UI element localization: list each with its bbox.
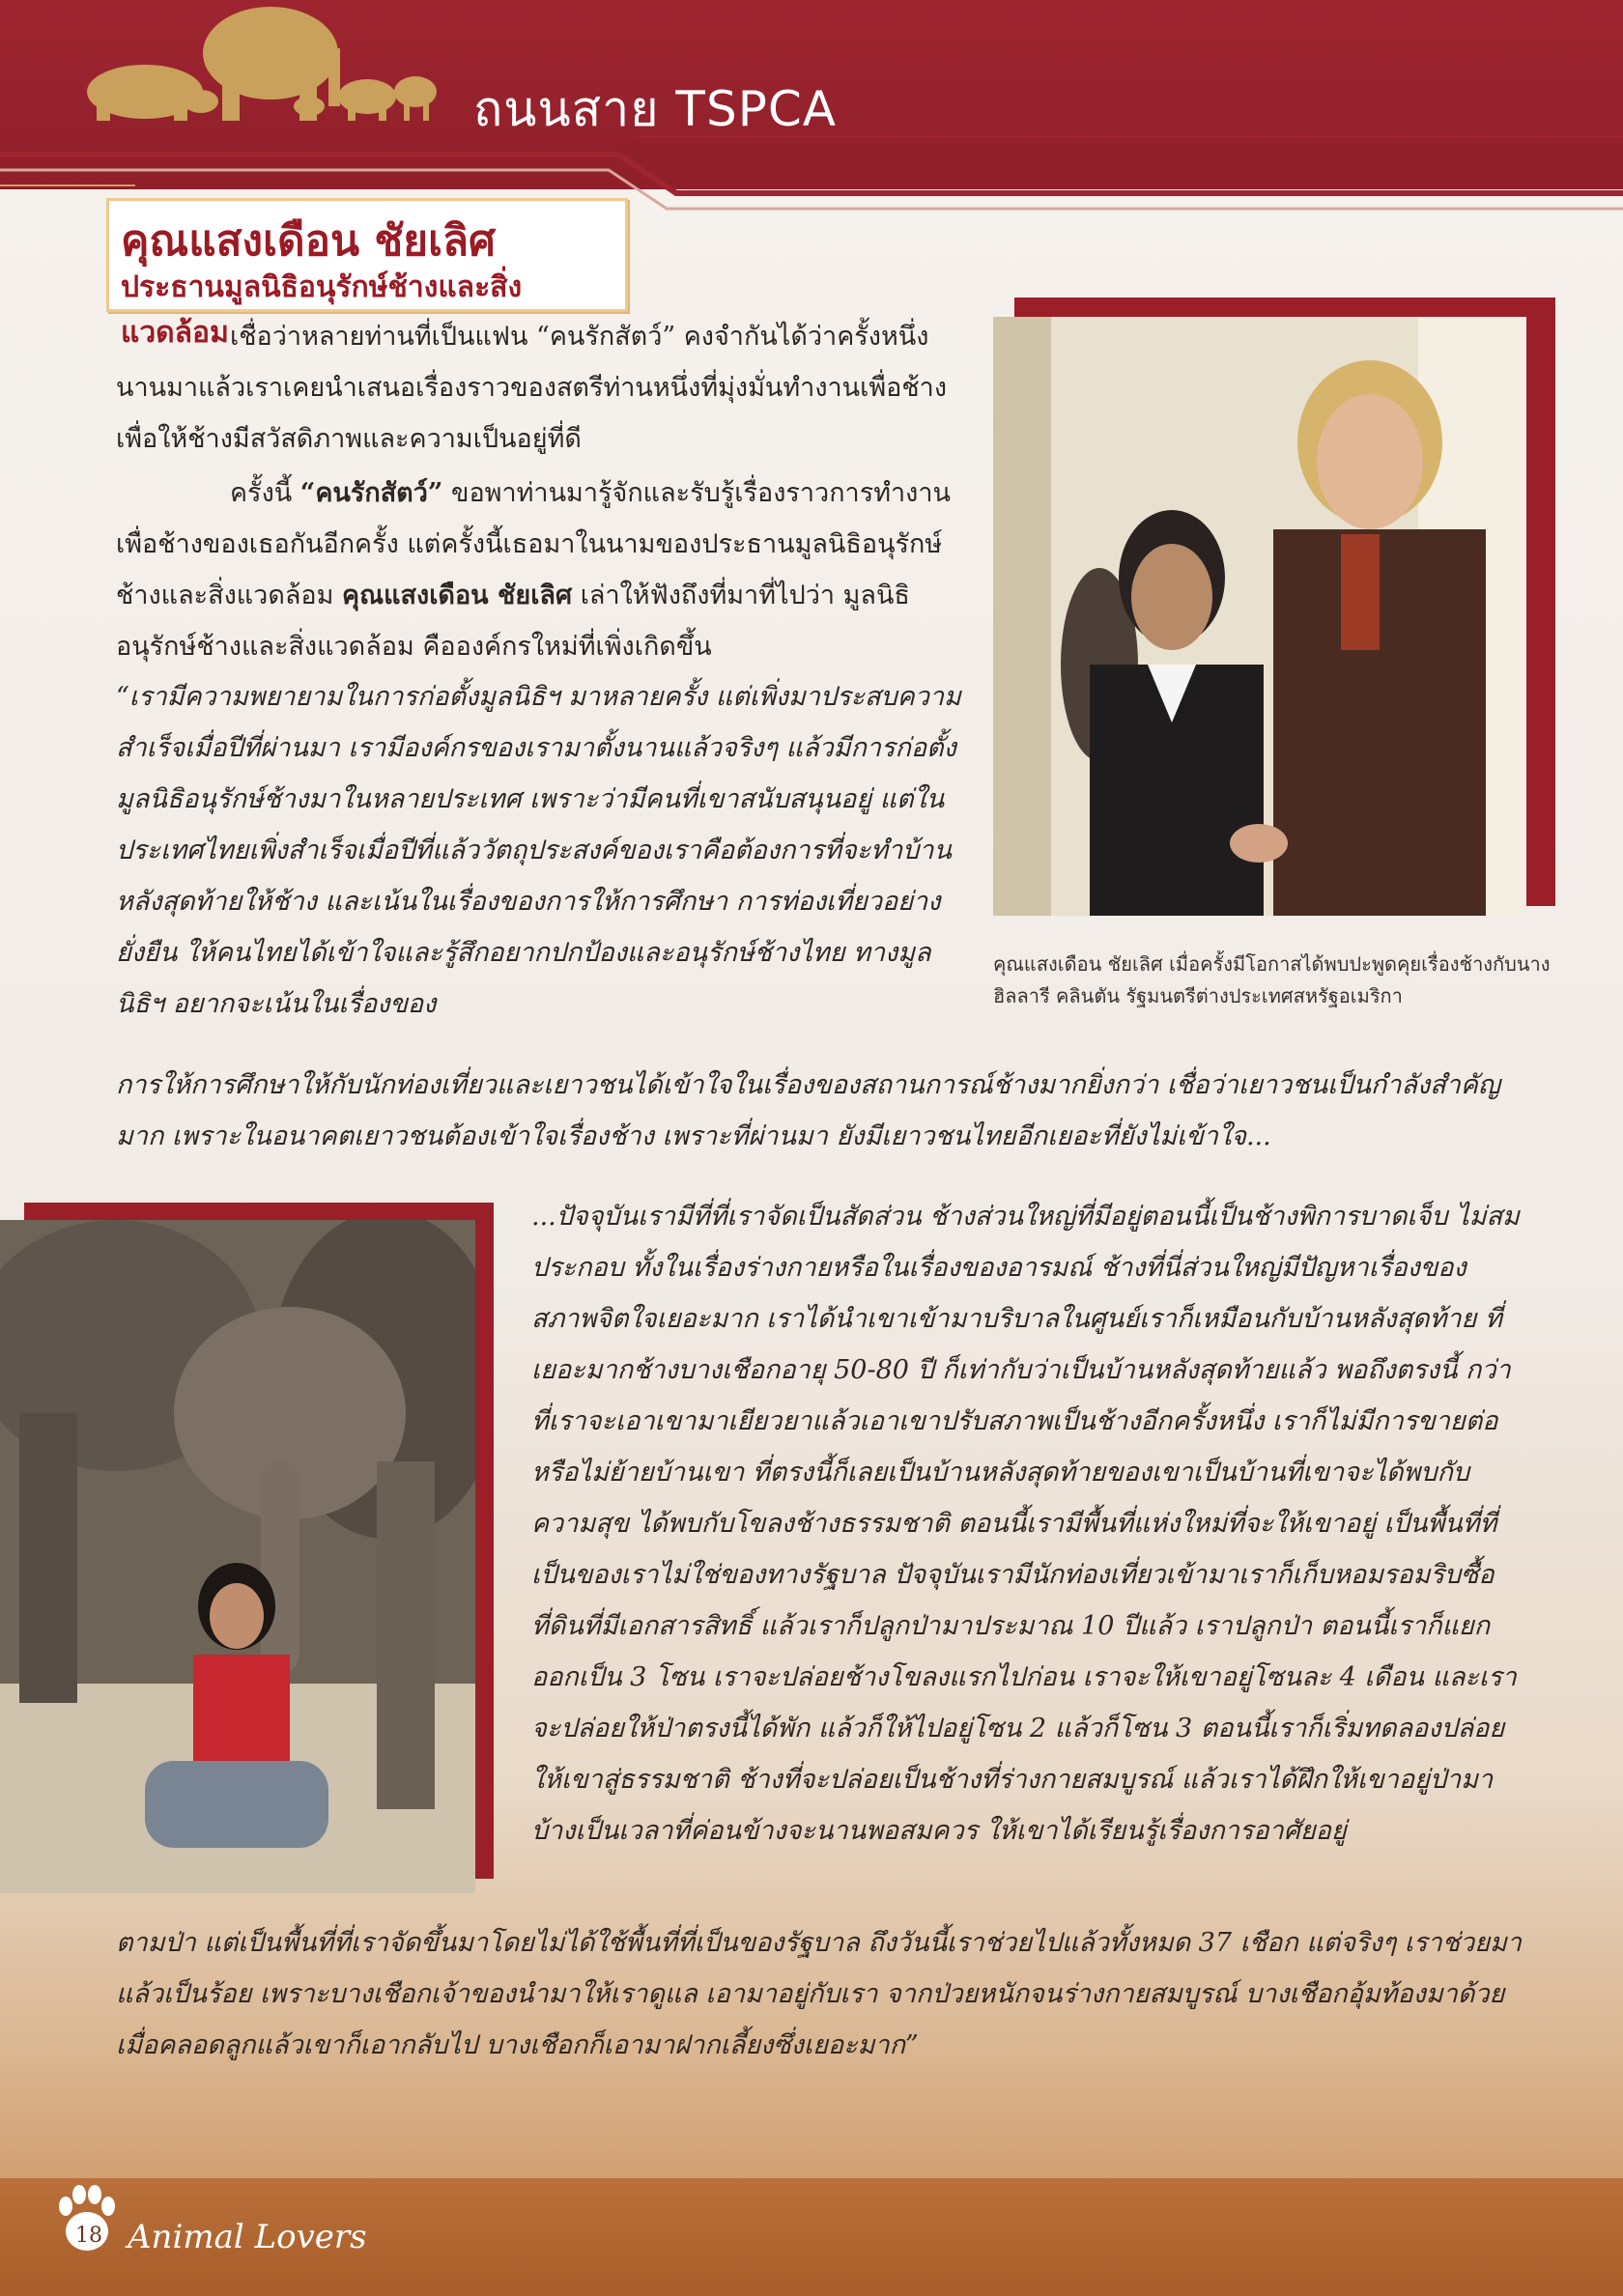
photo-caption: คุณแสงเดือน ชัยเลิศ เมื่อครั้งมีโอกาสได้พบปะพูดคุยเรื่องช้างกับนางฮิลลารี คลินตัน รัฐมนตรีต่างประเทศสหรัฐอเมริกา [993,952,1551,1007]
article-title-box [106,198,628,350]
article-role: ประธานมูลนิธิอนุรักษ์ช้างและสิ่งแวดล้อม [121,270,523,350]
quote-part-2-wide: ตามป่า แต่เป็นพื้นที่ที่เราจัดขึ้นมาโดยไม่ได้ใช้พื้นที่ที่เป็นของรัฐบาล ถึงวันนี้เราช่วยไปแล้วทั้งหมด 37 เชือก แต่จริงๆ เราช่วยมาแล้วเป็นร้อย เพราะบางเชือกเจ้าของนำมาให้เราดูแล เอามาอยู่กับเรา จากป่วยหนักจนร่างกายสมบูรณ์ บางเชือกอุ้มท้องมาด้วย เมื่อคลอดลูกแล้วเขาก็เอากลับไป บางเชือกก็เอามาฝากเลี้ยงซึ่งเยอะมาก” [116,1928,1522,2060]
second-paragraph-mid: ขอพาท่านมารู้จักและรับรู้เรื่องราวการทำงานเพื่อช้างของเธอกันอีกครั้ง แต่ครั้งนี้เธอมาในนามของประธานมูลนิธิอนุรักษ์ช้างและสิ่งแวดล้อม [116,478,951,610]
photo-elephant-illustration [0,1220,475,1893]
photo-meeting [993,317,1526,916]
quote-part-2: ...ปัจจุบันเรามีที่ที่เราจัดเป็นสัดส่วน ช้างส่วนใหญ่ที่มีอยู่ตอนนี้เป็นช้างพิการบาดเจ็บ ไม่สมประกอบ ทั้งในเรื่องร่างกายหรือในเรื่องของอารมณ์ ช้างที่นี่ส่วนใหญ่มีปัญหาเรื่องของสภาพจิตใจเยอะมาก เราได้นำเขาเข้ามาบริบาลในศูนย์เราก็เหมือนกับบ้านหลังสุดท้าย ที่เยอะมากช้างบางเชือกอายุ 50-80 ปี ก็เท่ากับว่าเป็นบ้านหลังสุดท้ายแล้ว พอถึงตรงนี้ กว่าที่เราจะเอาเขามาเยียวยาแล้วเอาเขาปรับสภาพเป็นช้างอีกครั้งหนึ่ง เราก็ไม่มีการขายต่อ หรือไม่ย้ายบ้านเขา ที่ตรงนี้ก็เลยเป็นบ้านหลังสุดท้ายของเขาเป็นบ้านที่เขาจะได้พบกับความสุข ได้พบกับโขลงช้างธรรมชาติ ตอนนี้เรามีพื้นที่แห่งใหม่ที่จะให้เขาอยู่ เป็นพื้นที่ที่เป็นของเราไม่ใช่ของทางรัฐบาล ปัจจุบันเรามีนักท่องเที่ยวเข้ามาเราก็เก็บหอมรอมริบซื้อที่ดินที่มีเอกสารสิทธิ์ แล้วเราก็ปลูกป่ามาประมาณ 10 ปีแล้ว เราปลูกป่า ตอนนี้เราก็แยกออกเป็น 3 โซน เราจะปล่อยช้างโขลงแรกไปก่อน เราจะให้เขาอยู่โซนละ 4 เดือน และเราจะปล่อยให้ป่าตรงนี้ได้พัก แล้วก็ให้ไปอยู่โซน 2 แล้วก็โซน 3 ตอนนี้เราก็เริ่มทดลองปล่อยให้เขาสู่ธรรมชาติ ช้างที่จะปล่อยเป็นช้างที่ร่างกายสมบูรณ์ แล้วเราได้ฝึกให้เขาอยู่ป่ามาบ้างเป็นเวลาที่ค่อนข้างจะนานพอสมควร ให้เขาได้เรียนรู้เรื่องการอาศัยอยู่ [531,1202,1520,1846]
quote-part-1: “เรามีความพยายามในการก่อตั้งมูลนิธิฯ มาหลายครั้ง แต่เพิ่งมาประสบความสำเร็จเมื่อปีที่ผ่านมา เรามีองค์กรของเรามาตั้งนานแล้วจริงๆ แล้วมีการก่อตั้งมูลนิธิอนุรักษ์ช้างมาในหลายประเทศ เพราะว่ามีคนที่เขาสนับสนุนอยู่ แต่ในประเทศไทยเพิ่งสำเร็จเมื่อปีที่แล้ววัตถุประสงค์ของเราคือต้องการที่จะทำบ้านหลังสุดท้ายให้ช้าง และเน้นในเรื่องของการให้การศึกษา การท่องเที่ยวอย่างยั่งยืน ให้คนไทยได้เข้าใจและรู้สึกอยากปกป้องและอนุรักษ์ช้างไทย ทางมูลนิธิฯ อยากจะเน้นในเรื่องของ [116,682,961,1019]
photo-meeting-illustration [993,317,1526,916]
section-title: ถนนสาย TSPCA [473,81,837,137]
magazine-name-bold: “คนรักสัตว์” [299,478,443,508]
second-paragraph [116,468,966,672]
second-paragraph-end: เล่าให้ฟังถึงที่มาที่ไปว่า มูลนิธิอนุรักษ์ช้างและสิ่งแวดล้อม คือองค์กรใหม่ที่เพิ่งเกิดขึ้น [116,581,910,662]
magazine-brand: Animal Lovers [128,2218,367,2256]
person-name-bold: คุณแสงเดือน ชัยเลิศ [342,581,573,610]
animal-silhouettes-logo [77,0,444,126]
photo-elephant [0,1220,475,1893]
article-name: คุณแสงเดือน ชัยเลิศ [121,216,496,266]
quote-part-1-wide: การให้การศึกษาให้กับนักท่องเที่ยวและเยาวชนได้เข้าใจในเรื่องของสถานการณ์ช้างมากยิ่งกว่า เชื่อว่าเยาวชนเป็นกำลังสำคัญมาก เพราะในอนาคตเยาวชนต้องเข้าใจเรื่องช้าง เพราะที่ผ่านมา ยังมีเยาวชนไทยอีกเยอะที่ยังไม่เข้าใจ... [116,1070,1500,1151]
second-paragraph-start: ครั้งนี้ [230,478,300,508]
intro-paragraph: เชื่อว่าหลายท่านที่เป็นแฟน “คนรักสัตว์” คงจำกันได้ว่าครั้งหนึ่งนานมาแล้วเราเคยนำเสนอเรื่องราวของสตรีท่านหนึ่งที่มุ่งมั่นทำงานเพื่อช้าง เพื่อให้ช้างมีสวัสดิภาพและความเป็นอยู่ที่ดี [116,322,948,454]
page-number: 18 [75,2224,102,2248]
